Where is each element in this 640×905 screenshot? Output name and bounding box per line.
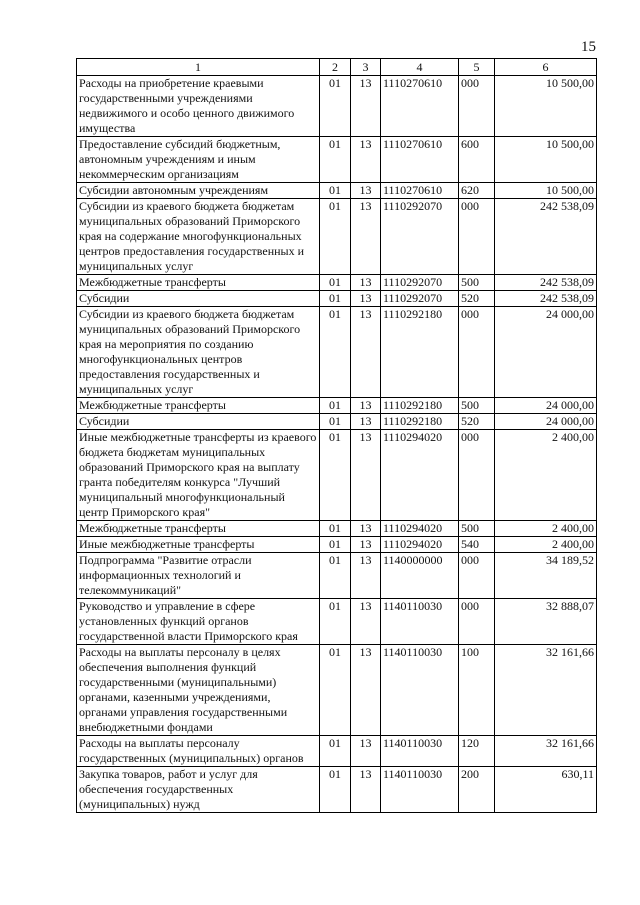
row-description: Межбюджетные трансферты bbox=[77, 521, 320, 537]
row-amount: 630,11 bbox=[495, 767, 597, 813]
table-row bbox=[77, 599, 597, 645]
row-amount: 34 189,52 bbox=[495, 553, 597, 599]
row-description: Субсидии автономным учреждениям bbox=[77, 183, 320, 199]
table-row bbox=[77, 414, 597, 430]
row-subsection-code: 13 bbox=[351, 521, 381, 537]
row-expense-type-code: 500 bbox=[459, 398, 495, 414]
row-amount: 32 161,66 bbox=[495, 645, 597, 736]
row-amount: 242 538,09 bbox=[495, 275, 597, 291]
row-target-code: 1110292070 bbox=[381, 199, 459, 275]
row-section-code: 01 bbox=[320, 76, 351, 137]
row-section-code: 01 bbox=[320, 137, 351, 183]
table-row bbox=[77, 767, 597, 813]
row-target-code: 1110294020 bbox=[381, 430, 459, 521]
row-description: Субсидии из краевого бюджета бюджетам муниципальных образований Приморского края на мероприятия по созданию многофункциональных центров предоставления государственных и муниципальных услуг bbox=[77, 307, 320, 398]
row-section-code: 01 bbox=[320, 398, 351, 414]
row-expense-type-code: 000 bbox=[459, 76, 495, 137]
row-target-code: 1140110030 bbox=[381, 599, 459, 645]
table-row bbox=[77, 291, 597, 307]
table-row bbox=[77, 553, 597, 599]
row-amount: 24 000,00 bbox=[495, 414, 597, 430]
row-amount: 32 161,66 bbox=[495, 736, 597, 767]
row-description: Субсидии из краевого бюджета бюджетам муниципальных образований Приморского края на содержание многофункциональных центров предоставления государственных и муниципальных услуг bbox=[77, 199, 320, 275]
row-section-code: 01 bbox=[320, 553, 351, 599]
row-amount: 24 000,00 bbox=[495, 398, 597, 414]
row-expense-type-code: 520 bbox=[459, 291, 495, 307]
row-target-code: 1110294020 bbox=[381, 537, 459, 553]
row-section-code: 01 bbox=[320, 183, 351, 199]
row-expense-type-code: 200 bbox=[459, 767, 495, 813]
row-section-code: 01 bbox=[320, 599, 351, 645]
table-row bbox=[77, 430, 597, 521]
row-section-code: 01 bbox=[320, 275, 351, 291]
row-target-code: 1110292070 bbox=[381, 291, 459, 307]
row-description: Расходы на выплаты персоналу в целях обеспечения выполнения функций государственными (муниципальными) органами, казенными учреждениями, органами управления государственными внебюджетными фондами bbox=[77, 645, 320, 736]
row-expense-type-code: 540 bbox=[459, 537, 495, 553]
row-target-code: 1110294020 bbox=[381, 521, 459, 537]
row-subsection-code: 13 bbox=[351, 736, 381, 767]
row-expense-type-code: 000 bbox=[459, 553, 495, 599]
row-description: Закупка товаров, работ и услуг для обеспечения государственных (муниципальных) нужд bbox=[77, 767, 320, 813]
row-amount: 32 888,07 bbox=[495, 599, 597, 645]
row-expense-type-code: 000 bbox=[459, 430, 495, 521]
row-subsection-code: 13 bbox=[351, 398, 381, 414]
row-description: Межбюджетные трансферты bbox=[77, 398, 320, 414]
table-row bbox=[77, 183, 597, 199]
row-expense-type-code: 120 bbox=[459, 736, 495, 767]
row-subsection-code: 13 bbox=[351, 599, 381, 645]
row-target-code: 1110292180 bbox=[381, 307, 459, 398]
row-section-code: 01 bbox=[320, 537, 351, 553]
row-subsection-code: 13 bbox=[351, 553, 381, 599]
row-target-code: 1140110030 bbox=[381, 736, 459, 767]
row-description: Подпрограмма "Развитие отрасли информационных технологий и телекоммуникаций" bbox=[77, 553, 320, 599]
table-row bbox=[77, 76, 597, 137]
row-amount: 2 400,00 bbox=[495, 521, 597, 537]
table-row bbox=[77, 199, 597, 275]
budget-table bbox=[76, 58, 597, 813]
row-section-code: 01 bbox=[320, 767, 351, 813]
row-subsection-code: 13 bbox=[351, 767, 381, 813]
table-row bbox=[77, 307, 597, 398]
row-subsection-code: 13 bbox=[351, 137, 381, 183]
row-expense-type-code: 500 bbox=[459, 275, 495, 291]
row-amount: 2 400,00 bbox=[495, 537, 597, 553]
table-row bbox=[77, 645, 597, 736]
row-expense-type-code: 500 bbox=[459, 521, 495, 537]
column-header: 1 bbox=[77, 59, 320, 76]
table-row bbox=[77, 275, 597, 291]
row-subsection-code: 13 bbox=[351, 537, 381, 553]
row-subsection-code: 13 bbox=[351, 414, 381, 430]
row-subsection-code: 13 bbox=[351, 199, 381, 275]
row-description: Руководство и управление в сфере установленных функций органов государственной власти Приморского края bbox=[77, 599, 320, 645]
row-expense-type-code: 520 bbox=[459, 414, 495, 430]
row-target-code: 1110292180 bbox=[381, 398, 459, 414]
row-expense-type-code: 000 bbox=[459, 199, 495, 275]
row-section-code: 01 bbox=[320, 736, 351, 767]
column-header: 5 bbox=[459, 59, 495, 76]
row-expense-type-code: 600 bbox=[459, 137, 495, 183]
row-target-code: 1110292180 bbox=[381, 414, 459, 430]
row-amount: 24 000,00 bbox=[495, 307, 597, 398]
column-header: 3 bbox=[351, 59, 381, 76]
table-row bbox=[77, 736, 597, 767]
row-section-code: 01 bbox=[320, 199, 351, 275]
row-subsection-code: 13 bbox=[351, 275, 381, 291]
row-expense-type-code: 000 bbox=[459, 307, 495, 398]
row-target-code: 1110292070 bbox=[381, 275, 459, 291]
row-description: Межбюджетные трансферты bbox=[77, 275, 320, 291]
row-subsection-code: 13 bbox=[351, 291, 381, 307]
row-amount: 242 538,09 bbox=[495, 199, 597, 275]
header-row bbox=[77, 59, 597, 76]
table-row bbox=[77, 398, 597, 414]
row-expense-type-code: 620 bbox=[459, 183, 495, 199]
row-expense-type-code: 100 bbox=[459, 645, 495, 736]
table-row bbox=[77, 137, 597, 183]
row-section-code: 01 bbox=[320, 307, 351, 398]
row-subsection-code: 13 bbox=[351, 307, 381, 398]
row-target-code: 1140110030 bbox=[381, 767, 459, 813]
row-description: Предоставление субсидий бюджетным, автономным учреждениям и иным некоммерческим организациям bbox=[77, 137, 320, 183]
page-number: 15 bbox=[581, 39, 596, 55]
row-description: Субсидии bbox=[77, 414, 320, 430]
row-amount: 10 500,00 bbox=[495, 76, 597, 137]
row-section-code: 01 bbox=[320, 414, 351, 430]
row-subsection-code: 13 bbox=[351, 430, 381, 521]
row-amount: 242 538,09 bbox=[495, 291, 597, 307]
column-header: 4 bbox=[381, 59, 459, 76]
row-section-code: 01 bbox=[320, 645, 351, 736]
column-header: 2 bbox=[320, 59, 351, 76]
row-description: Иные межбюджетные трансферты bbox=[77, 537, 320, 553]
row-subsection-code: 13 bbox=[351, 645, 381, 736]
row-section-code: 01 bbox=[320, 291, 351, 307]
row-amount: 10 500,00 bbox=[495, 183, 597, 199]
row-description: Иные межбюджетные трансферты из краевого бюджета бюджетам муниципальных образований Приморского края на выплату гранта победителям конкурса "Лучший муниципальный многофункциональный центр Приморского края" bbox=[77, 430, 320, 521]
row-target-code: 1140110030 bbox=[381, 645, 459, 736]
row-description: Расходы на выплаты персоналу государственных (муниципальных) органов bbox=[77, 736, 320, 767]
row-target-code: 1140000000 bbox=[381, 553, 459, 599]
row-section-code: 01 bbox=[320, 521, 351, 537]
column-header: 6 bbox=[495, 59, 597, 76]
row-target-code: 1110270610 bbox=[381, 137, 459, 183]
row-description: Субсидии bbox=[77, 291, 320, 307]
row-expense-type-code: 000 bbox=[459, 599, 495, 645]
row-target-code: 1110270610 bbox=[381, 183, 459, 199]
row-section-code: 01 bbox=[320, 430, 351, 521]
row-amount: 10 500,00 bbox=[495, 137, 597, 183]
table-row bbox=[77, 521, 597, 537]
table-row bbox=[77, 537, 597, 553]
row-target-code: 1110270610 bbox=[381, 76, 459, 137]
row-description: Расходы на приобретение краевыми государственными учреждениями недвижимого и особо ценного движимого имущества bbox=[77, 76, 320, 137]
row-subsection-code: 13 bbox=[351, 183, 381, 199]
row-subsection-code: 13 bbox=[351, 76, 381, 137]
row-amount: 2 400,00 bbox=[495, 430, 597, 521]
